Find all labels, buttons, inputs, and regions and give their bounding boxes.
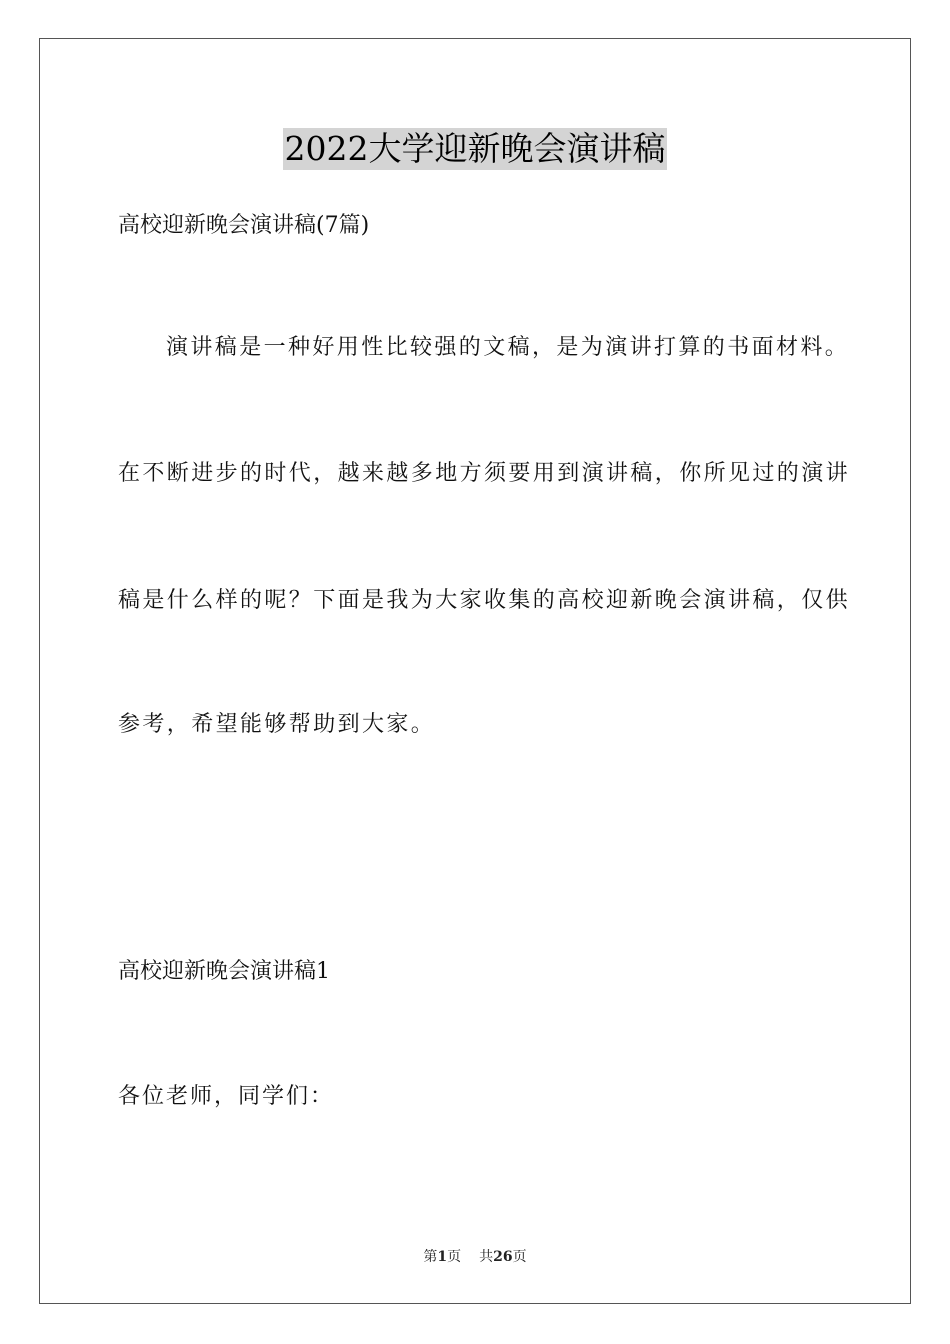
title-container [0,128,950,170]
document-subtitle: 高校迎新晚会演讲稿(7篇) [118,213,370,238]
total-suffix: 页 [512,1249,527,1265]
page-number: 1 [437,1249,448,1265]
paragraph-line-3: 稿是什么样的呢？下面是我为大家收集的高校迎新晚会演讲稿，仅供 [118,588,851,613]
page-prefix: 第 [423,1249,438,1265]
greeting-line: 各位老师，同学们： [118,1084,335,1109]
paragraph-line-1: 演讲稿是一种好用性比较强的文稿，是为演讲打算的书面材料。 [166,335,850,360]
paragraph-line-2: 在不断进步的时代，越来越多地方须要用到演讲稿，你所见过的演讲 [118,461,851,486]
page-footer [0,1248,950,1266]
document-title: 2022大学迎新晚会演讲稿 [284,129,666,168]
paragraph-line-4: 参考，希望能够帮助到大家。 [118,712,436,737]
total-pages: 26 [493,1249,513,1265]
section-heading: 高校迎新晚会演讲稿1 [118,959,330,984]
total-prefix: 共 [479,1249,494,1265]
page-suffix: 页 [447,1249,462,1265]
